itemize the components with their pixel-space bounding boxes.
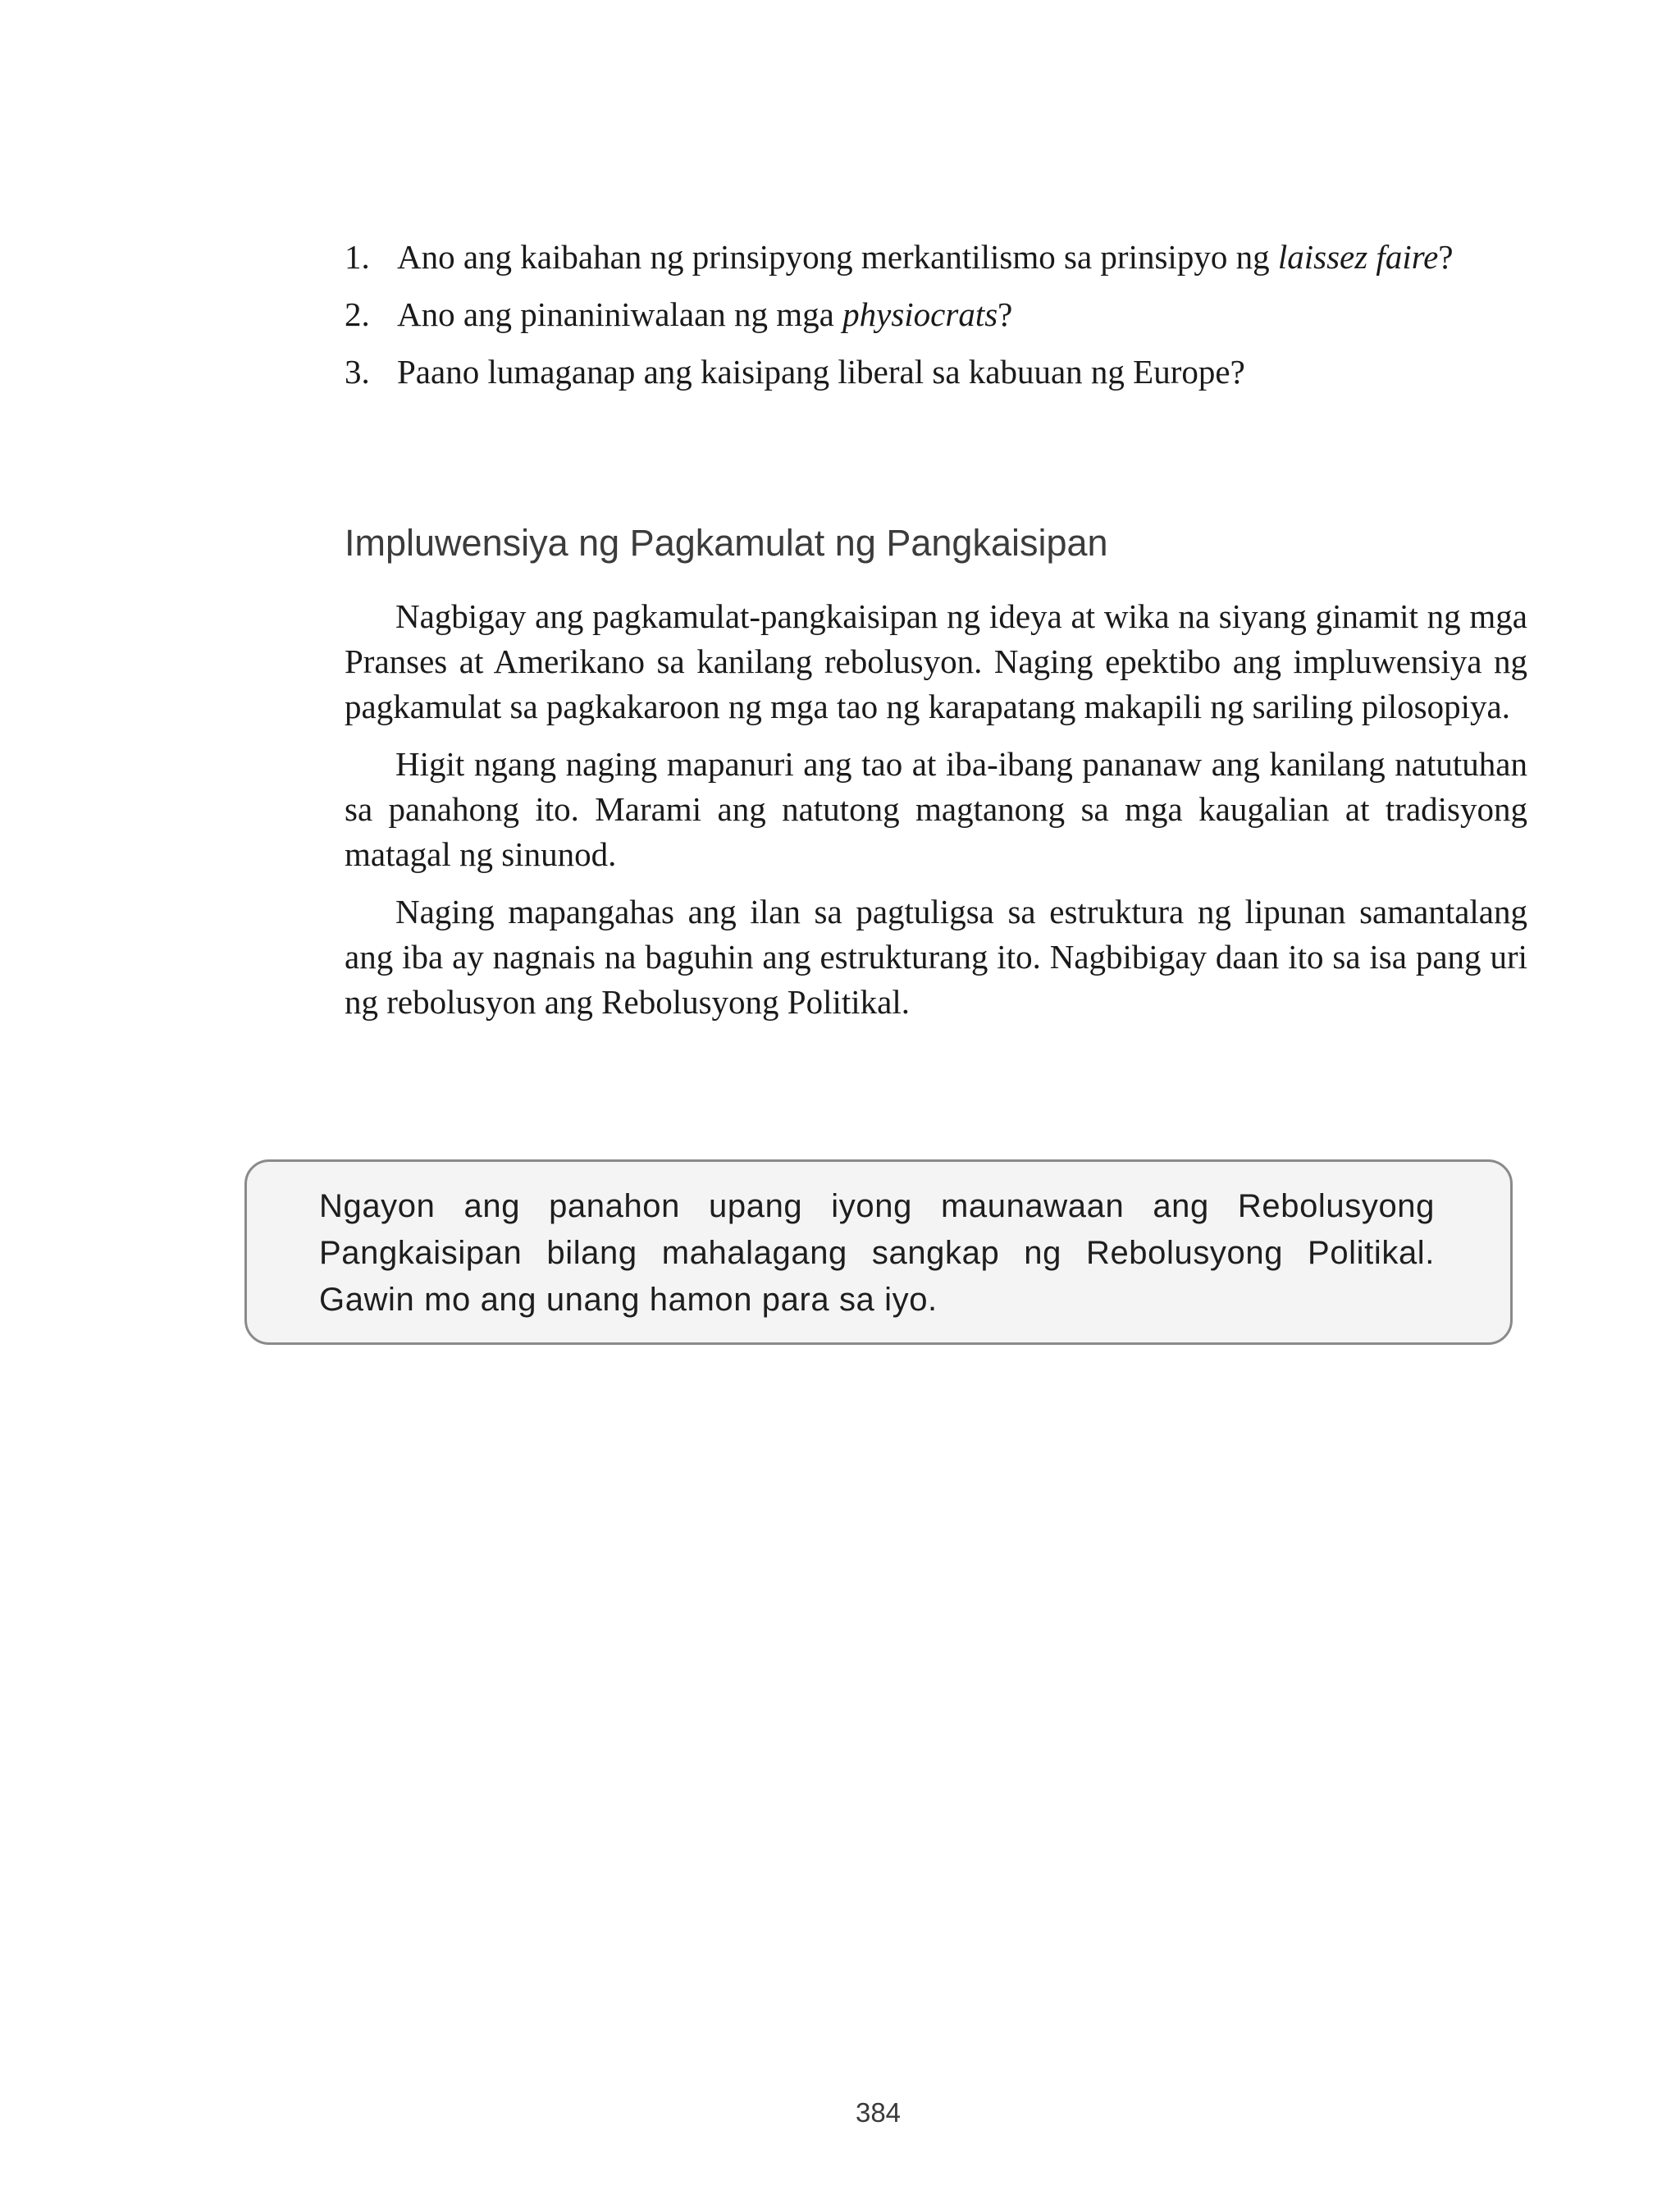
callout-box xyxy=(244,1159,1513,1345)
question-italic-term: physiocrats xyxy=(842,295,998,333)
body-paragraph: Higit ngang naging mapanuri ang tao at iba-ibang pananaw ang kanilang natutuhan sa panahong ito. Marami ang natutong magtanong sa mga kaugalian at tradisyong matagal ng sinunod. xyxy=(345,745,1527,873)
callout-text: Ngayon ang panahon upang iyong maunawaan ang Rebolusyong Pangkaisipan bilang mahalagang sangkap ng Rebolusyong Politikal. Gawin mo ang unang hamon para sa iyo. xyxy=(319,1188,1435,1318)
question-punctuation: ? xyxy=(998,295,1013,333)
question-text: Ano ang pinaniniwalaan ng mga xyxy=(397,295,843,333)
page-number: 384 xyxy=(855,2097,902,2128)
body-paragraph: Nagbigay ang pagkamulat-pangkaisipan ng ideya at wika na siyang ginamit ng mga Pranses at Amerikano sa kanilang rebolusyon. Naging epektibo ang impluwensiya ng pagkamulat sa pagkakaroon ng mga tao ng karapatang makapili ng sariling pilosopiya. xyxy=(345,597,1527,725)
question-list xyxy=(345,235,1527,407)
section-body xyxy=(345,594,1527,1037)
question-italic-term: laissez faire xyxy=(1277,238,1439,276)
question-item xyxy=(345,350,1527,394)
question-number: 1. xyxy=(345,238,370,276)
body-paragraph: Naging mapangahas ang ilan sa pagtuligsa sa estruktura ng lipunan samantalang ang iba ay nagnais na baguhin ang estrukturang ito. Nagbibigay daan ito sa isa pang uri ng rebolusyon ang Rebolusyong Politikal. xyxy=(345,893,1527,1021)
question-number: 2. xyxy=(345,295,370,333)
question-number: 3. xyxy=(345,353,370,391)
question-text: Ano ang kaibahan ng prinsipyong merkantilismo sa prinsipyo ng xyxy=(397,238,1278,276)
question-punctuation: ? xyxy=(1438,238,1454,276)
question-text: Paano lumaganap ang kaisipang liberal sa kabuuan ng Europe? xyxy=(397,353,1245,391)
question-item xyxy=(345,292,1527,336)
section-heading: Impluwensiya ng Pagkamulat ng Pangkaisipan xyxy=(345,522,1108,564)
question-item xyxy=(345,235,1527,279)
